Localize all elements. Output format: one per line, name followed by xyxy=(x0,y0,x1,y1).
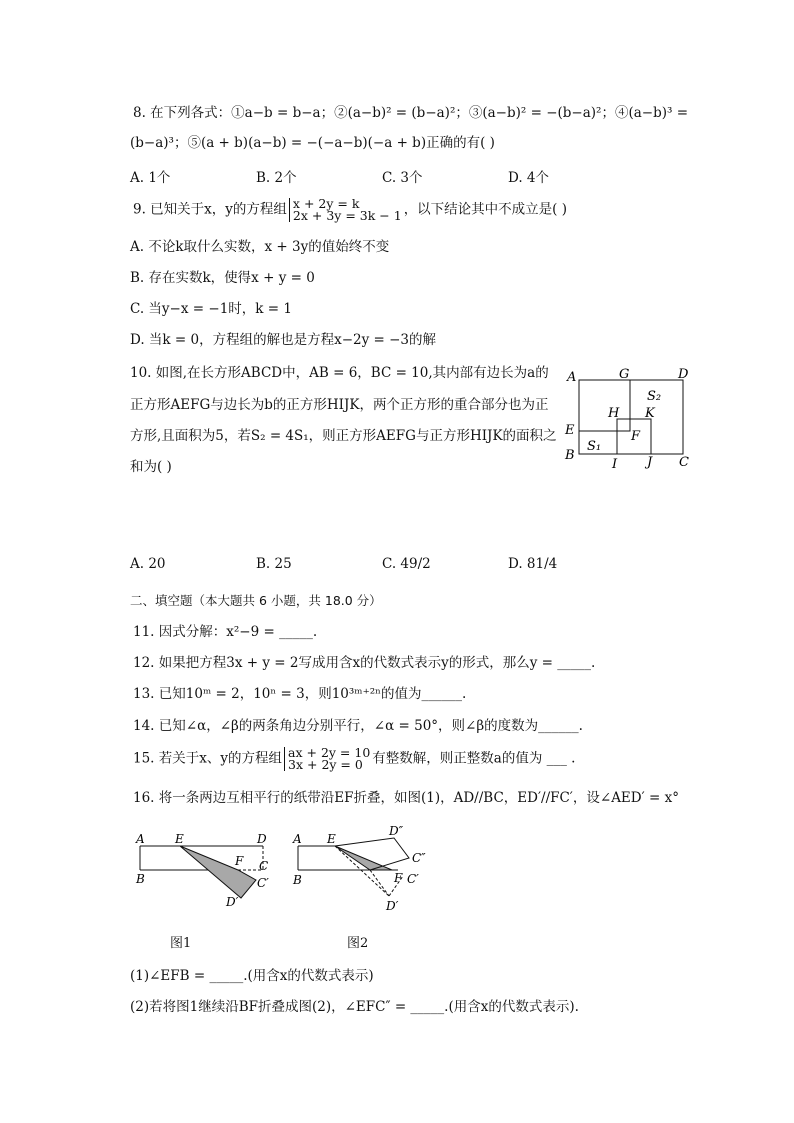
f2-label-cp: C′ xyxy=(407,872,419,886)
f1-label-e: E xyxy=(175,832,184,846)
f2-label-dpp: D″ xyxy=(389,824,404,838)
q16-stem: 16. 将一条两边互相平行的纸带沿EF折叠，如图(1)，AD//BC，ED′//FC′，设∠AED′ = x° xyxy=(133,790,679,806)
q9-stem xyxy=(133,198,567,222)
q8-option-d: D. 4个 xyxy=(508,170,550,186)
q9-option-b: B. 存在实数k，使得x + y = 0 xyxy=(130,270,315,286)
label-f: F xyxy=(631,429,641,444)
q15-eq1: ax + 2y = 10 xyxy=(288,745,371,760)
q11: 11. 因式分解：x²−9 = _____. xyxy=(133,624,318,640)
q9-option-d: D. 当k = 0，方程组的解也是方程x−2y = −3的解 xyxy=(130,332,437,348)
q9-eq1: x + 2y = k xyxy=(292,196,360,211)
q10-line4: 和为( ) xyxy=(130,459,172,475)
label-k: K xyxy=(645,406,655,421)
f1-label-a: A xyxy=(136,832,145,846)
folded-part-2 xyxy=(335,846,392,870)
q8-line2: (b−a)³；⑤(a + b)(a−b) = −(−a−b)(−a + b)正确的有( ) xyxy=(130,135,495,151)
f2-label-b: B xyxy=(293,873,302,887)
q8-line1: 8. 在下列各式：①a−b = b−a；②(a−b)² = (b−a)²；③(a−b)² = −(b−a)²；④(a−b)³ = xyxy=(133,105,689,121)
q10-option-d: D. 81/4 xyxy=(508,556,558,572)
label-a: A xyxy=(567,370,577,385)
section-fill-in-title: 二、填空题（本大题共 6 小题，共 18.0 分） xyxy=(130,593,382,608)
f2-label-f: F xyxy=(394,871,403,885)
f1-label-d: D xyxy=(257,832,267,846)
label-e: E xyxy=(565,423,575,438)
q16-sub1: (1)∠EFB = _____.(用含x的代数式表示) xyxy=(130,968,374,984)
q9-prefix: 9. 已知关于x，y的方程组 xyxy=(133,201,287,218)
q8-option-c: C. 3个 xyxy=(382,170,423,186)
q10-option-b: B. 25 xyxy=(256,556,292,572)
f1-label-c: C xyxy=(259,859,269,873)
f1-label-cp: C′ xyxy=(257,876,269,890)
q16-figure-2-caption: 图2 xyxy=(347,936,369,951)
label-i: I xyxy=(612,457,618,472)
f2-label-e: E xyxy=(327,832,336,846)
q16-figure-1 xyxy=(128,826,288,916)
q15-suffix: 有整数解，则正整数a的值为 ___ . xyxy=(372,750,576,767)
label-d: D xyxy=(678,367,689,382)
q13: 13. 已知10ᵐ = 2，10ⁿ = 3，则10³ᵐ⁺²ⁿ的值为______. xyxy=(133,686,467,702)
f1-label-f: F xyxy=(235,854,244,868)
q15-stem xyxy=(133,747,575,771)
label-g: G xyxy=(619,367,630,382)
q15-equation-system xyxy=(284,747,370,771)
q10-line2: 正方形AEFG与边长为b的正方形HIJK，两个正方形的重合部分也为正 xyxy=(130,397,549,413)
f2-label-cpp: C″ xyxy=(412,851,426,865)
q8-option-a: A. 1个 xyxy=(130,170,171,186)
q9-suffix: ，以下结论其中不成立是( ) xyxy=(403,201,568,218)
q16-figure-2 xyxy=(285,820,445,920)
q10-line1: 10. 如图,在长方形ABCD中，AB = 6，BC = 10,其内部有边长为a的 xyxy=(130,365,549,381)
label-h: H xyxy=(608,406,620,421)
q8-option-b: B. 2个 xyxy=(256,170,297,186)
label-b: B xyxy=(565,448,575,463)
label-j: J xyxy=(647,455,653,470)
q15-prefix: 15. 若关于x、y的方程组 xyxy=(133,750,283,767)
square-aefg xyxy=(579,380,630,431)
f1-label-b: B xyxy=(136,872,145,886)
q10-rectangle-figure xyxy=(560,362,700,472)
q9-eq2: 2x + 3y = 3k − 1 xyxy=(292,208,402,223)
q14: 14. 已知∠α，∠β的两条角边分别平行，∠α = 50°，则∠β的度数为______. xyxy=(133,718,583,734)
q10-option-a: A. 20 xyxy=(130,556,166,572)
f1-label-dp: D′ xyxy=(226,895,239,909)
q15-eq2: 3x + 2y = 0 xyxy=(288,757,363,772)
q9-equation-system xyxy=(289,198,402,222)
q9-option-a: A. 不论k取什么实数，x + 3y的值始终不变 xyxy=(130,239,390,255)
q12: 12. 如果把方程3x + y = 2写成用含x的代数式表示y的形式，那么y = _____. xyxy=(133,655,596,671)
q9-option-c: C. 当y−x = −1时，k = 1 xyxy=(130,301,292,317)
folded-part xyxy=(180,846,256,898)
label-s1: S₁ xyxy=(587,439,602,454)
label-c: C xyxy=(679,455,689,470)
f2-label-a: A xyxy=(293,832,302,846)
q10-option-c: C. 49/2 xyxy=(382,556,431,572)
q16-figure-1-caption: 图1 xyxy=(170,936,192,951)
f2-label-dp: D′ xyxy=(386,899,399,913)
label-s2: S₂ xyxy=(647,389,662,404)
q16-sub2: (2)若将图1继续沿BF折叠成图(2)，∠EFC″ = _____.(用含x的代数式表示). xyxy=(130,999,579,1015)
q10-line3: 方形,且面积为5，若S₂ = 4S₁，则正方形AEFG与正方形HIJK的面积之 xyxy=(130,428,557,444)
